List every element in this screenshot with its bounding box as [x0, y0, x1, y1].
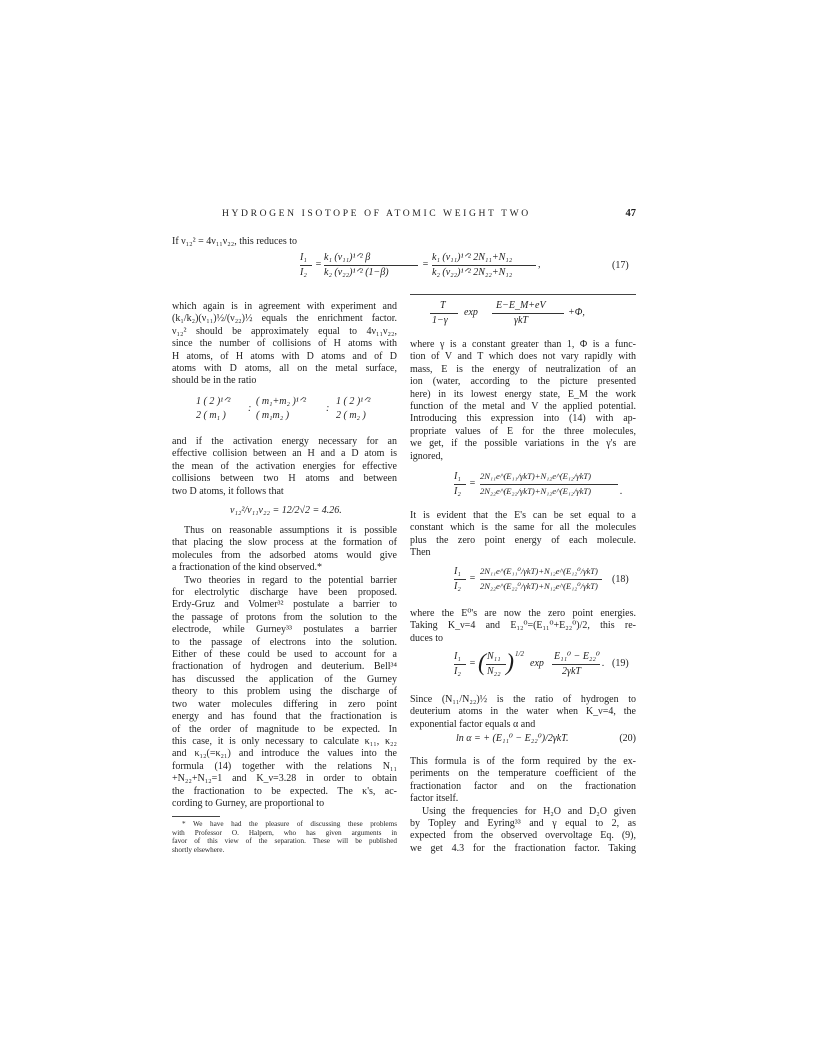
right-paragraph-3 [410, 608, 636, 645]
page-number: 47 [625, 208, 636, 219]
kappa-t-den: 1−γ [432, 315, 448, 326]
eq19-paren-den: N₂₂ [487, 666, 501, 677]
eq18-den: 2N₂₂e^(E₂₂⁰/γkT)+N₁₂e^(E₁₂⁰/γkT) [480, 581, 598, 591]
footnote-rule [172, 816, 220, 817]
eq19-paren-open: ( [478, 650, 486, 676]
eqi-den: 2N₂₂e^(E₂₂/γkT)+N₁₂e^(E₁₂/γkT) [480, 486, 592, 496]
text-line: ν₁₂² should be approximately equal to 4ν₁₁ν₂₂, [172, 325, 397, 337]
text-line: Taking K_ν=4 and E₁₂⁰=(E₁₁⁰+E₂₂⁰)/2, this re- [410, 620, 636, 632]
equation-19 [454, 650, 636, 686]
eq19-e-bar [552, 664, 600, 665]
text-line: the mean of the activation energies for effective [172, 460, 397, 472]
text-line: for electrolytic discharge have been proposed. [172, 587, 397, 599]
text-line: to the passage of electrons into the solution. [172, 636, 397, 648]
text-line: here) in its lowest energy state, E_M the work [410, 388, 636, 400]
equation-18 [454, 566, 636, 600]
footnote [172, 820, 397, 854]
text-line: ignored, [410, 450, 444, 462]
text-line: propriate values of E for the three molecules, [410, 425, 636, 437]
equation-ignored [454, 471, 634, 505]
text-line: molecules from the adsorbed atoms would give [172, 549, 397, 561]
footnote-line: with Professor O. Halpern, who has given arguments in [172, 828, 397, 837]
text-line: a fractionation of the kind observed.* [172, 562, 322, 574]
eq17-lhs-num: I₁ [300, 252, 307, 263]
kappa-t-bar [430, 313, 458, 314]
kappa-equation [430, 300, 630, 332]
eq18-lhs-bar [454, 579, 466, 580]
eq17-lhs-den: I₂ [300, 267, 307, 278]
text-line: constant which is the same for all the molecules [410, 522, 636, 534]
text-line: Either of these could be used to account for a [172, 649, 397, 661]
left-paragraph-1 [172, 301, 397, 388]
left-paragraph-2 [172, 436, 397, 498]
eq19-e-num: E₁₁⁰ − E₂₂⁰ [554, 651, 600, 662]
ratio-term-c: 1 ( 2 )¹ᐟ² [336, 396, 371, 407]
right-paragraph-4 [410, 694, 636, 731]
eq19-paren-num: N₁₁ [487, 651, 501, 662]
text-line: deuterium atoms in the water when K_ν=4, the [410, 706, 636, 718]
text-line: (k₁/k₂)(ν₁₁)½/(ν₂₂)½ equals the enrichment factor. [172, 313, 397, 325]
eq17-comma: , [538, 259, 541, 270]
text-line: and κ₁₂(=κ₂₁) and introduce the values into the [172, 748, 397, 760]
eq19-paren-close: ) [506, 650, 514, 676]
ratio-colon-1: : [248, 403, 252, 414]
footnote-line: shortly elsewhere. [172, 845, 225, 854]
text-line: we get, if the possible variations in the γ's are [410, 438, 636, 450]
text-line: collisions between two H atoms and between [172, 473, 397, 485]
eq17-t1-bar [324, 265, 418, 266]
eq17-equals-1: = [315, 259, 322, 270]
text-line: mass, E is the energy of neutralization of an [410, 363, 636, 375]
left-paragraph-3 [172, 525, 397, 810]
eq19-lhs-num: I₁ [454, 651, 461, 662]
eq20-number: (20) [619, 733, 636, 744]
eq17-lhs-bar [300, 265, 312, 266]
text-line: this case, it is only necessary to calculate κ₁₁, κ₂₂ [172, 735, 397, 747]
eqi-lhs-den: I₂ [454, 486, 461, 497]
eq18-number: (18) [612, 574, 629, 585]
eq19-lhs-den: I₂ [454, 666, 461, 677]
ratio-term-c-den: 2 ( m₂ ) [336, 410, 366, 421]
eq19-e-den: 2γkT [562, 666, 581, 677]
text-line: atoms with D atoms, all on the metal surface, [172, 363, 397, 375]
equation-20 [410, 733, 636, 747]
text-line: periments on the temperature coefficient of the [410, 768, 636, 780]
eq17-t2-bar [432, 265, 536, 266]
text-line: cording to Gurney, are proportional to [172, 797, 325, 809]
text-line: Since (N₁₁/N₂₂)½ is the ratio of hydrogen to [410, 694, 636, 705]
eq17-number: (17) [612, 260, 629, 271]
eq17-t2-num: k₁ (ν₁₁)¹ᐟ² 2N₁₁+N₁₂ [432, 252, 513, 263]
eq18-equals: = [469, 573, 476, 584]
footnote-line: favor of this view of the separation. These will be published [172, 837, 397, 846]
text-line: fractionation factor and on the fractionation [410, 780, 636, 792]
kappa-exp: exp [464, 307, 478, 318]
ratio-term-b-den: ( m₁m₂ ) [256, 410, 290, 421]
text-line: Using the frequencies for H₂O and D₂O given [422, 805, 636, 817]
text-line: theory to this problem using the discharge of [172, 686, 397, 698]
text-line: exponential factor equals α and [410, 718, 536, 730]
right-paragraph-2 [410, 510, 636, 560]
eq17-t1-den: k₂ (ν₂₂)¹ᐟ² (1−β) [324, 267, 389, 278]
text-line: function of the metal and V the applied potential. [410, 401, 636, 413]
text-line: of the order of magnitude to be expected. In [172, 723, 397, 735]
text-line: the fractionation to be expected. The κ's, ac- [172, 785, 397, 797]
eqi-equals: = [469, 478, 476, 489]
text-line: we get 4.3 for the fractionation factor. Taking [410, 842, 636, 854]
text-line: fractionation of hydrogen and deuterium. Bell³⁴ [172, 661, 397, 673]
footnote-line: * We have had the pleasure of discussing these problems [182, 820, 397, 828]
eq18-bar [480, 579, 602, 580]
eq19-period: . [602, 658, 605, 669]
eq18-lhs-den: I₂ [454, 581, 461, 592]
text-line: tion of V and T which does not vary rapidly with [410, 351, 636, 363]
text-line: This formula is of the form required by the ex- [410, 756, 636, 767]
text-line: energy and has found that the fractionation is [172, 711, 397, 723]
eq19-exp: exp [530, 658, 544, 669]
ratio-colon-2: : [326, 403, 330, 414]
ratio-term-a: 1 ( 2 )¹ᐟ² [196, 396, 231, 407]
kappa-t-num: T [440, 300, 446, 311]
text-line: Two theories in regard to the potential barrier [184, 574, 397, 586]
eq17-equals-2: = [422, 259, 429, 270]
eq19-power: 1/2 [515, 650, 524, 658]
text-line: formula (14) together with the relations N₁₁ [172, 760, 397, 772]
eq18-num: 2N₁₁e^(E₁₁⁰/γkT)+N₁₂e^(E₁₂⁰/γkT) [480, 566, 598, 576]
eq19-number: (19) [612, 658, 629, 669]
running-header [172, 208, 636, 222]
text-line: factor itself. [410, 793, 459, 805]
eq19-lhs-bar [454, 664, 466, 665]
eqi-period: . [620, 486, 623, 497]
text-line: the passage of protons from the solution to the [172, 611, 397, 623]
eq19-paren-bar [486, 664, 506, 665]
text-line: since the number of collisions of H atoms with [172, 338, 397, 350]
text-line: has discussed the application of the Gurney [172, 673, 397, 685]
eq19-equals: = [469, 658, 476, 669]
text-line: where the E⁰'s are now the zero point energies. [410, 608, 636, 619]
eqi-num: 2N₁₁e^(E₁₁/γkT)+N₁₂e^(E₁₂/γkT) [480, 471, 592, 481]
eqi-lhs-num: I₁ [454, 471, 461, 482]
eq20-body: ln α = + (E₁₁⁰ − E₂₂⁰)/2γkT. [456, 733, 569, 744]
eq17-t2-den: k₂ (ν₂₂)¹ᐟ² 2N₂₂+N₁₂ [432, 267, 513, 278]
kappa-e-bar [492, 313, 564, 314]
text-line: expected from the observed overvoltage Eq. (9), [410, 830, 636, 842]
eq17-t1-num: k₁ (ν₁₁)¹ᐟ² β [324, 252, 371, 263]
ratio-equation [196, 396, 396, 426]
text-line: which again is in agreement with experiment and [172, 301, 397, 312]
text-line: Erdy-Gruz and Volmer³² postulate a barrier to [172, 599, 397, 611]
kappa-e-num: E−E_M+eV [496, 300, 546, 311]
running-head-title: HYDROGEN ISOTOPE OF ATOMIC WEIGHT TWO [222, 208, 531, 219]
column-rule [410, 294, 636, 295]
text-line: Thus on reasonable assumptions it is possible [184, 525, 397, 536]
text-line: where γ is a constant greater than 1, Φ is a func- [410, 339, 636, 350]
text-line: by Topley and Eyring³³ and γ equal to 2, as [410, 818, 636, 830]
text-line: electrode, while Gurney³³ postulates a barrier [172, 624, 397, 636]
text-line: It is evident that the E's can be set equal to a [410, 510, 636, 521]
text-line: two water molecules differing in zero point [172, 698, 397, 710]
intro-line: If ν₁₂² = 4ν₁₁ν₂₂, this reduces to [172, 236, 298, 247]
equation-17 [300, 252, 636, 288]
text-line: duces to [410, 632, 444, 644]
ratio-term-b: ( m₁+m₂ )¹ᐟ² [256, 396, 307, 407]
kappa-e-den: γkT [514, 315, 528, 326]
text-line: plus the zero point energy of each molecule. [410, 534, 636, 546]
text-line: Then [410, 547, 431, 559]
ratio-term-a-den: 2 ( m₁ ) [196, 410, 226, 421]
text-line: and if the activation energy necessary for an [172, 436, 397, 447]
text-line: +N₂₂+N₁₂=1 and K_ν=3.28 in order to obtain [172, 773, 397, 785]
text-line: should be in the ratio [172, 375, 257, 387]
nu-ratio-equation: ν₁₂²/ν₁₁ν₂₂ = 12/2√2 = 4.26. [230, 505, 342, 516]
kappa-tail: +Φ, [568, 307, 585, 318]
text-line: Introducing this expression into (14) with ap- [410, 413, 636, 425]
right-paragraph-1 [410, 339, 636, 463]
text-line: that placing the slow process at the formation of [172, 537, 397, 549]
right-paragraph-5 [410, 756, 636, 855]
text-line: effective collision between an H and a D atom is [172, 448, 397, 460]
eqi-lhs-bar [454, 484, 466, 485]
text-line: H atoms, of H atoms with D atoms and of D [172, 350, 397, 362]
eq18-lhs-num: I₁ [454, 566, 461, 577]
text-line: ion (water, according to the picture presented [410, 376, 636, 388]
eqi-bar [480, 484, 618, 485]
text-line: two D atoms, it follows that [172, 485, 284, 497]
